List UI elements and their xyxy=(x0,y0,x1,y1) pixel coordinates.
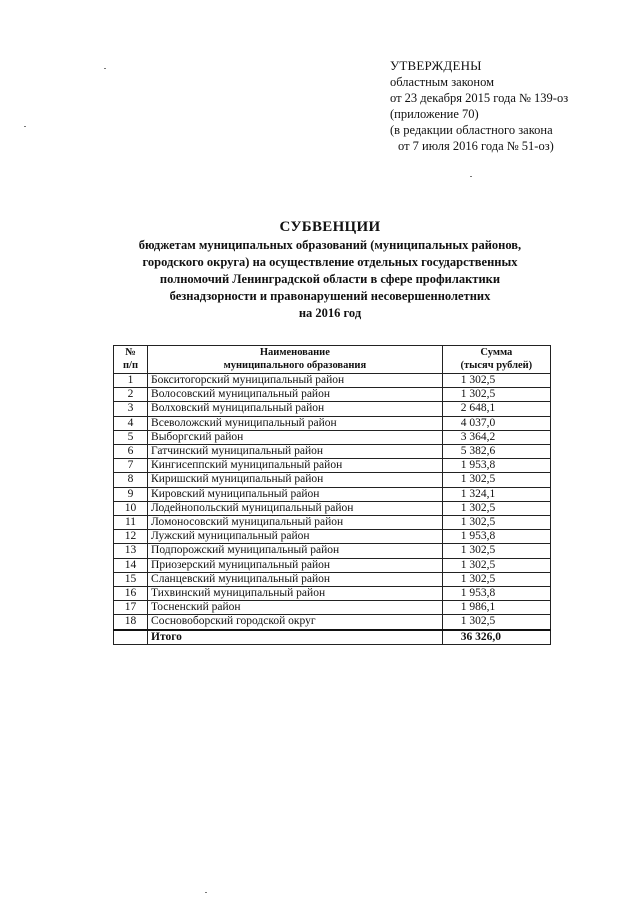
table-row xyxy=(114,558,551,572)
row-name: Волховский муниципальный район xyxy=(148,402,443,416)
row-num: 10 xyxy=(114,501,148,515)
table-row xyxy=(114,374,551,388)
title-line: полномочий Ленинградской области в сфере профилактики xyxy=(159,272,501,286)
header-name-line: муниципального образования xyxy=(223,359,367,371)
scan-speck xyxy=(24,126,26,127)
row-name: Лодейнопольский муниципальный район xyxy=(148,501,443,515)
row-num: 9 xyxy=(114,487,148,501)
header-name xyxy=(148,346,443,374)
table-row xyxy=(114,402,551,416)
title-line: на 2016 год xyxy=(298,306,362,320)
row-sum: 1 302,5 xyxy=(442,473,550,487)
row-sum: 1 302,5 xyxy=(442,374,550,388)
row-name: Лужский муниципальный район xyxy=(148,530,443,544)
total-num xyxy=(114,630,148,645)
approval-stamp xyxy=(390,58,630,154)
total-row xyxy=(114,630,551,645)
scan-speck xyxy=(470,176,472,177)
row-sum: 1 953,8 xyxy=(442,530,550,544)
row-name: Бокситогорский муниципальный район xyxy=(148,374,443,388)
row-name: Сланцевский муниципальный район xyxy=(148,572,443,586)
row-name: Выборгский район xyxy=(148,430,443,444)
table-row xyxy=(114,516,551,530)
document-title xyxy=(90,218,570,321)
row-sum: 1 953,8 xyxy=(442,587,550,601)
row-name: Киришский муниципальный район xyxy=(148,473,443,487)
row-num: 5 xyxy=(114,430,148,444)
row-sum: 1 986,1 xyxy=(442,601,550,615)
table-row xyxy=(114,615,551,630)
row-num: 4 xyxy=(114,416,148,430)
row-num: 6 xyxy=(114,445,148,459)
row-num: 3 xyxy=(114,402,148,416)
title-main: СУБВЕНЦИИ xyxy=(279,219,381,235)
row-num: 2 xyxy=(114,388,148,402)
row-sum: 3 364,2 xyxy=(442,430,550,444)
row-sum: 4 037,0 xyxy=(442,416,550,430)
row-name: Гатчинский муниципальный район xyxy=(148,445,443,459)
row-sum: 1 302,5 xyxy=(442,388,550,402)
total-label: Итого xyxy=(148,630,443,645)
row-num: 15 xyxy=(114,572,148,586)
total-sum: 36 326,0 xyxy=(442,630,550,645)
row-sum: 1 302,5 xyxy=(442,544,550,558)
row-num: 7 xyxy=(114,459,148,473)
header-num-line: п/п xyxy=(123,359,139,371)
row-num: 1 xyxy=(114,374,148,388)
title-line: бюджетам муниципальных образований (муниципальных районов, xyxy=(138,238,522,252)
title-line: безнадзорности и правонарушений несовершеннолетних xyxy=(169,289,491,303)
approval-line: (в редакции областного закона xyxy=(390,123,553,137)
row-sum: 1 302,5 xyxy=(442,501,550,515)
table-row xyxy=(114,587,551,601)
row-name: Тосненский район xyxy=(148,601,443,615)
header-num xyxy=(114,346,148,374)
row-sum: 1 953,8 xyxy=(442,459,550,473)
approval-line: от 23 декабря 2015 года № 139-оз xyxy=(390,91,569,105)
table-header-row xyxy=(114,346,551,374)
table-row xyxy=(114,572,551,586)
table-row xyxy=(114,544,551,558)
table-row xyxy=(114,459,551,473)
table-row xyxy=(114,430,551,444)
header-name-line: Наименование xyxy=(259,347,330,358)
row-num: 14 xyxy=(114,558,148,572)
row-name: Подпорожский муниципальный район xyxy=(148,544,443,558)
subventions-table xyxy=(113,345,551,645)
row-name: Всеволожский муниципальный район xyxy=(148,416,443,430)
row-sum: 2 648,1 xyxy=(442,402,550,416)
approval-line: от 7 июля 2016 года № 51-оз) xyxy=(398,139,554,153)
row-name: Кингисеппский муниципальный район xyxy=(148,459,443,473)
table-row xyxy=(114,416,551,430)
row-sum: 1 302,5 xyxy=(442,615,550,630)
row-num: 18 xyxy=(114,615,148,630)
scan-speck xyxy=(205,892,207,893)
table-row xyxy=(114,445,551,459)
approval-line: (приложение 70) xyxy=(390,107,479,121)
row-sum: 5 382,6 xyxy=(442,445,550,459)
row-name: Волосовский муниципальный район xyxy=(148,388,443,402)
header-sum-line: (тысяч рублей) xyxy=(460,359,533,371)
row-num: 12 xyxy=(114,530,148,544)
header-num-line: № xyxy=(125,347,136,358)
table-body xyxy=(114,374,551,630)
row-num: 16 xyxy=(114,587,148,601)
approval-line: областным законом xyxy=(390,75,495,89)
table-row xyxy=(114,473,551,487)
header-sum-line: Сумма xyxy=(480,347,513,358)
row-num: 8 xyxy=(114,473,148,487)
table-row xyxy=(114,388,551,402)
row-name: Кировский муниципальный район xyxy=(148,487,443,501)
row-sum: 1 302,5 xyxy=(442,516,550,530)
row-num: 11 xyxy=(114,516,148,530)
row-sum: 1 302,5 xyxy=(442,572,550,586)
row-name: Ломоносовский муниципальный район xyxy=(148,516,443,530)
approval-heading: УТВЕРЖДЕНЫ xyxy=(390,58,482,73)
header-sum xyxy=(442,346,550,374)
row-sum: 1 324,1 xyxy=(442,487,550,501)
table-row xyxy=(114,487,551,501)
row-sum: 1 302,5 xyxy=(442,558,550,572)
table-row xyxy=(114,530,551,544)
row-name: Сосновоборский городской округ xyxy=(148,615,443,630)
table-row xyxy=(114,601,551,615)
row-num: 17 xyxy=(114,601,148,615)
row-name: Тихвинский муниципальный район xyxy=(148,587,443,601)
table-row xyxy=(114,501,551,515)
scan-speck xyxy=(104,68,106,69)
row-num: 13 xyxy=(114,544,148,558)
title-line: городского округа) на осуществление отдельных государственных xyxy=(142,255,518,269)
row-name: Приозерский муниципальный район xyxy=(148,558,443,572)
